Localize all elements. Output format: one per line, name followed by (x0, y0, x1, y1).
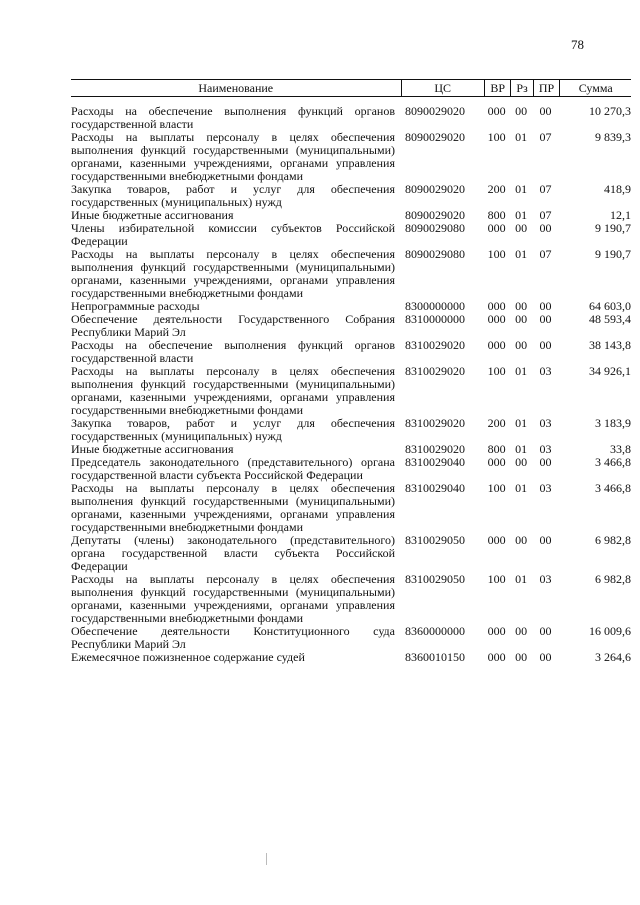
cell-cs: 8310029020 (405, 364, 465, 378)
cell-pr: 07 (539, 247, 552, 261)
cell-cs: 8360000000 (405, 624, 465, 638)
cell-cs: 8310029020 (405, 442, 465, 456)
table-row (71, 339, 631, 365)
cell-rz: 01 (515, 130, 528, 144)
table-row (71, 313, 631, 339)
cell-name: Обеспечение деятельности Конституционного суда Республики Марий Эл (71, 624, 395, 651)
cell-vr: 100 (487, 247, 506, 261)
cell-sum: 34 926,1 (589, 364, 631, 378)
cell-vr: 200 (487, 182, 506, 196)
cell-sum: 418,9 (604, 182, 631, 196)
cell-name: Расходы на выплаты персоналу в целях обеспечения выполнения функций государственными (муниципальными) органами, казенными учреждениями, органами управления государственными внебюджетными фондами (71, 481, 395, 534)
cell-sum: 9 839,3 (595, 130, 631, 144)
cell-vr: 000 (487, 533, 506, 547)
header-pr: ПР (533, 80, 560, 97)
header-row (71, 80, 631, 97)
cell-vr: 100 (487, 572, 506, 586)
cell-rz: 01 (515, 416, 528, 430)
cell-pr: 03 (539, 481, 552, 495)
cell-sum: 10 270,3 (589, 104, 631, 118)
cell-cs: 8090029080 (405, 221, 465, 235)
cell-rz: 00 (515, 299, 528, 313)
cell-name: Иные бюджетные ассигнования (71, 208, 234, 222)
cell-rz: 01 (515, 442, 528, 456)
table-row (71, 456, 631, 482)
cell-rz: 00 (515, 104, 528, 118)
table-row (71, 248, 631, 300)
cell-name: Расходы на обеспечение выполнения функций органов государственной власти (71, 338, 395, 365)
cell-pr: 07 (539, 208, 552, 222)
cell-rz: 01 (515, 247, 528, 261)
cell-sum: 3 183,9 (595, 416, 631, 430)
cell-rz: 01 (515, 481, 528, 495)
cell-name: Члены избирательной комиссии субъектов Российской Федерации (71, 221, 395, 248)
cell-sum: 9 190,7 (595, 247, 631, 261)
cell-vr: 100 (487, 364, 506, 378)
cell-cs: 8310000000 (405, 312, 465, 326)
cell-name: Иные бюджетные ассигнования (71, 442, 234, 456)
cell-pr: 03 (539, 442, 552, 456)
header-name: Наименование (71, 80, 401, 97)
cell-vr: 000 (487, 338, 506, 352)
cell-cs: 8360010150 (405, 650, 465, 664)
cell-cs: 8090029020 (405, 208, 465, 222)
cell-rz: 01 (515, 364, 528, 378)
cell-rz: 01 (515, 572, 528, 586)
cell-pr: 00 (539, 533, 552, 547)
table-row (71, 222, 631, 248)
cell-vr: 000 (487, 312, 506, 326)
cell-cs: 8310029020 (405, 416, 465, 430)
cell-name: Депутаты (члены) законодательного (представительного) органа государственной власти субъекта Российской Федерации (71, 533, 395, 573)
cell-cs: 8310029040 (405, 481, 465, 495)
header-sum: Сумма (560, 80, 631, 97)
cell-name: Расходы на выплаты персоналу в целях обеспечения выполнения функций государственными (муниципальными) органами, казенными учреждениями, органами управления государственными внебюджетными фондами (71, 247, 395, 300)
cell-vr: 200 (487, 416, 506, 430)
cell-name: Расходы на выплаты персоналу в целях обеспечения выполнения функций государственными (муниципальными) органами, казенными учреждениями, органами управления государственными внебюджетными фондами (71, 572, 395, 625)
cell-pr: 00 (539, 221, 552, 235)
cell-vr: 000 (487, 624, 506, 638)
cell-sum: 64 603,0 (589, 299, 631, 313)
cell-vr: 000 (487, 455, 506, 469)
table-row (71, 573, 631, 625)
cell-cs: 8310029050 (405, 572, 465, 586)
cell-rz: 01 (515, 182, 528, 196)
cell-name: Непрограммные расходы (71, 299, 200, 313)
cell-pr: 07 (539, 130, 552, 144)
cell-vr: 000 (487, 104, 506, 118)
cell-pr: 03 (539, 572, 552, 586)
cell-sum: 9 190,7 (595, 221, 631, 235)
cell-cs: 8300000000 (405, 299, 465, 313)
cell-pr: 07 (539, 182, 552, 196)
cell-name: Ежемесячное пожизненное содержание судей (71, 650, 305, 664)
cell-sum: 3 264,6 (595, 650, 631, 664)
cell-cs: 8310029020 (405, 338, 465, 352)
cell-sum: 6 982,8 (595, 533, 631, 547)
cell-name: Расходы на обеспечение выполнения функций органов государственной власти (71, 104, 395, 131)
cell-rz: 00 (515, 455, 528, 469)
table-row (71, 183, 631, 209)
cell-cs: 8090029020 (405, 130, 465, 144)
cell-rz: 01 (515, 208, 528, 222)
cell-sum: 12,1 (610, 208, 631, 222)
cell-sum: 3 466,8 (595, 481, 631, 495)
cell-sum: 6 982,8 (595, 572, 631, 586)
table-row (71, 131, 631, 183)
cell-cs: 8310029040 (405, 455, 465, 469)
table-body (71, 97, 631, 665)
cell-pr: 00 (539, 299, 552, 313)
cell-rz: 00 (515, 650, 528, 664)
cell-rz: 00 (515, 533, 528, 547)
table-row (71, 97, 631, 132)
cell-vr: 000 (487, 299, 506, 313)
cell-pr: 00 (539, 312, 552, 326)
cell-name: Расходы на выплаты персоналу в целях обеспечения выполнения функций государственными (муниципальными) органами, казенными учреждениями, органами управления государственными внебюджетными фондами (71, 364, 395, 417)
header-vr: ВР (484, 80, 511, 97)
cell-name: Председатель законодательного (представительного) органа государственной власти субъекта Российской Федерации (71, 455, 395, 482)
cell-sum: 3 466,8 (595, 455, 631, 469)
cell-rz: 00 (515, 624, 528, 638)
cell-sum: 33,8 (610, 442, 631, 456)
cell-name: Обеспечение деятельности Государственного Собрания Республики Марий Эл (71, 312, 395, 339)
table-row (71, 365, 631, 417)
table-row (71, 482, 631, 534)
cell-rz: 00 (515, 312, 528, 326)
cell-vr: 100 (487, 481, 506, 495)
cell-vr: 100 (487, 130, 506, 144)
cell-vr: 000 (487, 221, 506, 235)
cell-pr: 03 (539, 416, 552, 430)
table-row (71, 625, 631, 651)
table-row (71, 651, 631, 664)
cell-vr: 800 (487, 442, 506, 456)
cell-vr: 800 (487, 208, 506, 222)
cell-pr: 03 (539, 364, 552, 378)
table-header (71, 80, 631, 97)
table-row (71, 534, 631, 573)
cell-cs: 8090029020 (405, 104, 465, 118)
cell-cs: 8090029020 (405, 182, 465, 196)
cell-cs: 8310029050 (405, 533, 465, 547)
cell-name: Закупка товаров, работ и услуг для обеспечения государственных (муниципальных) нужд (71, 182, 395, 209)
header-cs: ЦС (401, 80, 484, 97)
cell-pr: 00 (539, 455, 552, 469)
cell-pr: 00 (539, 338, 552, 352)
cell-pr: 00 (539, 104, 552, 118)
page-number: 78 (571, 37, 584, 52)
cell-pr: 00 (539, 624, 552, 638)
cell-pr: 00 (539, 650, 552, 664)
cell-cs: 8090029080 (405, 247, 465, 261)
cell-sum: 38 143,8 (589, 338, 631, 352)
scan-mark (266, 853, 267, 865)
header-rz: Рз (511, 80, 533, 97)
cell-name: Расходы на выплаты персоналу в целях обеспечения выполнения функций государственными (муниципальными) органами, казенными учреждениями, органами управления государственными внебюджетными фондами (71, 130, 395, 183)
cell-sum: 16 009,6 (589, 624, 631, 638)
cell-name: Закупка товаров, работ и услуг для обеспечения государственных (муниципальных) нужд (71, 416, 395, 443)
table-row (71, 417, 631, 443)
cell-vr: 000 (487, 650, 506, 664)
cell-sum: 48 593,4 (589, 312, 631, 326)
budget-table (71, 79, 631, 664)
cell-rz: 00 (515, 338, 528, 352)
cell-rz: 00 (515, 221, 528, 235)
